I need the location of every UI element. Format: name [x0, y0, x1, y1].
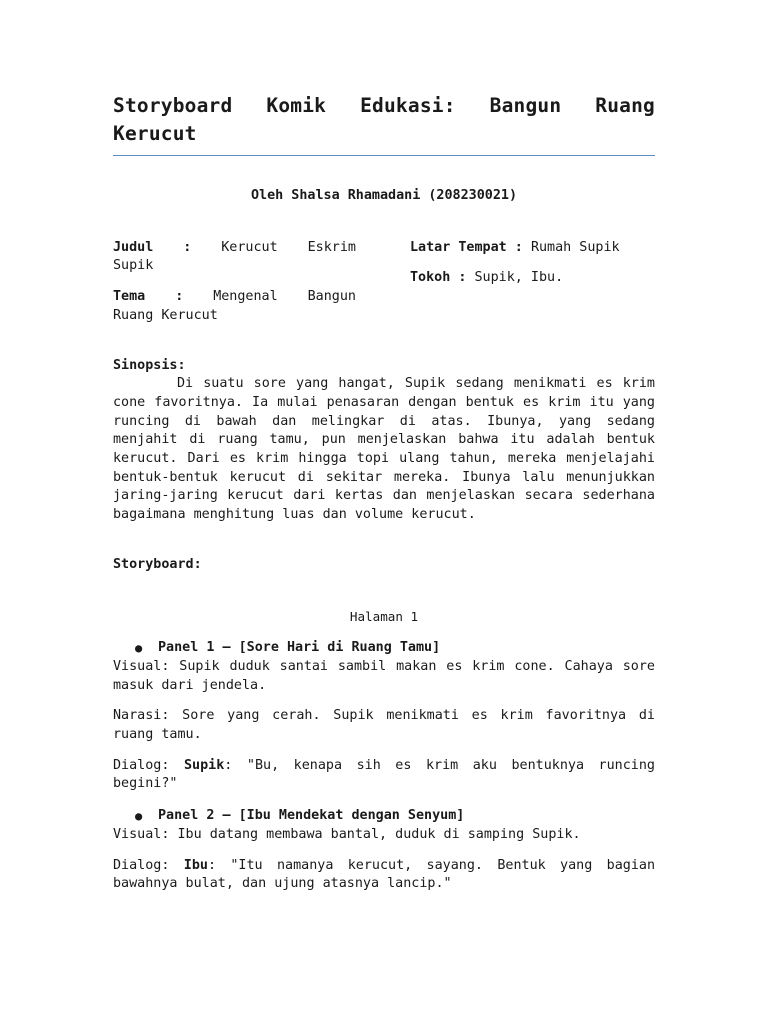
judul-value-b: Eskrim: [307, 239, 356, 255]
synopsis-text: Di suatu sore yang hangat, Supik sedang menikmati es krim cone favoritnya. Ia mulai penasaran dengan bentuk es krim itu yang runcing di bawah dan melingkar di atas. Ibunya, yang sedang menjahit di ruang tamu, pun menjelaskan bahwa itu adalah bentuk kerucut. Dari es krim hingga topi ulang tahun, mereka menjelajahi bentuk-bentuk kerucut di sekitar mereka. Ibunya lalu menunjukkan jaring-jaring kerucut dari kertas dan menjelaskan secara sederhana bagaimana menghitung luas dan volume kerucut.: [113, 376, 655, 523]
panel-visual: Visual: Supik duduk santai sambil makan es krim cone. Cahaya sore masuk dari jendela.: [113, 658, 655, 693]
judul-line-1: [113, 239, 356, 258]
dialog-speaker: Supik: [183, 757, 225, 773]
panel-heading: [113, 639, 655, 658]
judul-value-a: Kerucut: [221, 239, 278, 255]
panel-visual: Visual: Ibu datang membawa bantal, duduk di samping Supik.: [113, 826, 581, 842]
panel-heading: [113, 807, 655, 826]
dialog-prefix: Dialog:: [113, 857, 184, 873]
latar-label: Latar Tempat :: [410, 239, 523, 255]
latar-value: Rumah Supik: [530, 239, 620, 255]
judul-label: Judul: [113, 239, 154, 255]
tokoh-label: Tokoh :: [410, 270, 467, 286]
tokoh: [410, 269, 655, 288]
judul-separator: :: [183, 239, 192, 255]
bullet-icon: ●: [135, 641, 143, 656]
panel-title: Panel 1 – [Sore Hari di Ruang Tamu]: [158, 640, 441, 656]
author-line: Oleh Shalsa Rhamadani (208230021): [250, 188, 518, 203]
tema-separator: :: [175, 289, 184, 305]
tema-value-b: Bangun: [307, 289, 356, 305]
tema-value-a: Mengenal: [213, 289, 278, 305]
dialog-prefix: Dialog:: [113, 757, 184, 773]
meta-left-column: [113, 239, 356, 326]
document-content: [113, 92, 655, 894]
meta-right-column: [410, 239, 655, 326]
panel-narasi: Narasi: Sore yang cerah. Supik menikmati es krim favoritnya di ruang tamu.: [113, 708, 655, 743]
tema-line-2: Ruang Kerucut: [113, 307, 218, 323]
tema-line-1: [113, 288, 356, 307]
bullet-icon: ●: [135, 809, 143, 824]
title-divider: [113, 155, 655, 156]
page-label: Halaman 1: [349, 608, 419, 624]
panel-dialog: [113, 757, 655, 794]
dialog-speaker: Ibu: [183, 857, 208, 873]
tema-block: [113, 288, 356, 325]
latar-tempat: [410, 239, 655, 258]
synopsis-heading: Sinopsis:: [113, 357, 186, 373]
judul-line-2: Supik: [113, 258, 154, 274]
tokoh-value: Supik, Ibu.: [474, 270, 564, 286]
dialog-text: : "Itu namanya kerucut, sayang. Bentuk yang bagian bawahnya bulat, dan ujung atasnya lancip.": [113, 857, 656, 892]
dialog-text: : "Bu, kenapa sih es krim aku bentuknya runcing begini?": [113, 757, 655, 792]
panel-1: [113, 639, 655, 794]
judul-block: [113, 239, 356, 276]
storyboard-heading: Storyboard:: [113, 556, 202, 572]
panel-2: [113, 807, 655, 894]
document-title: Storyboard Komik Edukasi: Bangun Ruang Kerucut: [113, 94, 655, 145]
tema-label: Tema: [113, 289, 146, 305]
meta-section: [113, 239, 655, 326]
panel-dialog: [113, 857, 655, 894]
panel-title: Panel 2 – [Ibu Mendekat dengan Senyum]: [158, 808, 465, 824]
